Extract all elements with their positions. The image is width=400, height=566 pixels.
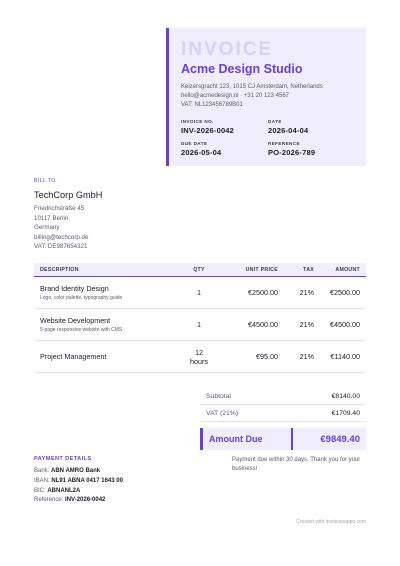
payment-bic [34, 487, 123, 497]
payment-lines [34, 467, 123, 506]
item-title: Website Development [40, 316, 111, 325]
meta-invoice-no [181, 119, 268, 135]
payment-iban [34, 477, 123, 487]
amount-due-row [200, 428, 366, 450]
header-unit-price: UNIT PRICE [245, 266, 278, 273]
payment-bank [34, 467, 123, 477]
header-qty: QTY [193, 266, 205, 273]
row-amount: €4500.00 [330, 320, 360, 329]
bank-value: ABN AMRO Bank [51, 468, 101, 474]
invoice-title: INVOICE [181, 39, 274, 60]
header-description: DESCRIPTION [40, 266, 79, 273]
amount-due-label: Amount Due [209, 434, 263, 444]
client-email: billing@techcorp.de [34, 233, 89, 241]
row-unit-price: €95.00 [256, 352, 278, 361]
bill-to-section [34, 178, 102, 252]
row-amount: €1140.00 [330, 352, 360, 361]
bic-label: BIC: [34, 487, 46, 494]
meta-due-date [181, 141, 268, 157]
row-unit-price: €2500.00 [248, 288, 278, 297]
table-row [34, 341, 366, 373]
qty-unit: hours [190, 356, 208, 366]
table-row [34, 277, 366, 309]
payment-details [34, 456, 123, 506]
meta-value: INV-2026-0042 [181, 126, 235, 135]
row-qty [184, 320, 214, 329]
client-vat: VAT: DE987654321 [34, 243, 88, 250]
subtotal-value: €8140.00 [331, 392, 360, 400]
row-unit-price: €4500.00 [248, 320, 278, 329]
item-title: Brand Identity Design [40, 284, 109, 293]
row-description [34, 284, 184, 301]
iban-label: IBAN: [34, 477, 50, 484]
company-contact: hello@acmedesign.nl · +31 20 123 4567 [181, 93, 289, 99]
header-amount: AMOUNT [335, 266, 360, 273]
meta-value: 2026-04-04 [268, 126, 309, 135]
client-name: TechCorp GmbH [34, 190, 103, 200]
vat-label: VAT (21%) [206, 409, 239, 417]
table-row [34, 309, 366, 341]
client-city: 10117 Berlin [34, 214, 69, 222]
row-tax: 21% [299, 352, 314, 361]
reference-label: Reference: [34, 497, 64, 504]
subtotal-row [200, 388, 366, 405]
line-items-table [34, 263, 366, 373]
bank-label: Bank: [34, 468, 50, 474]
qty-value: 1 [197, 288, 201, 297]
bill-to-label: BILL TO [34, 178, 56, 184]
bic-value: ABNANL2A [47, 487, 81, 494]
qty-value: 12 [195, 347, 203, 357]
row-tax: 21% [299, 288, 314, 297]
company-name: Acme Design Studio [181, 62, 303, 76]
company-address: Keizersgracht 123, 1015 CJ Amsterdam, Netherlands [181, 84, 323, 90]
totals-section [200, 388, 366, 450]
invoice-meta [181, 119, 354, 157]
qty-value: 1 [197, 320, 201, 329]
row-amount: €2500.00 [330, 288, 360, 297]
vat-row [200, 405, 366, 422]
amount-due-value: €9849.40 [320, 433, 360, 445]
item-subtitle: Logo, color palette, typography guide [40, 295, 123, 301]
amount-due-divider [291, 428, 293, 450]
header-tax: TAX [303, 266, 314, 273]
meta-value: 2026-05-04 [181, 148, 222, 157]
qty-wrap [184, 348, 214, 366]
row-description [34, 352, 184, 361]
table-header [34, 263, 366, 277]
footer-credit: Created with invoicepappo.com [296, 519, 366, 525]
client-country: Germany [34, 224, 60, 231]
meta-label: INVOICE NO. [181, 119, 214, 124]
row-qty [184, 348, 214, 366]
meta-reference [268, 141, 355, 157]
row-description [34, 316, 184, 333]
item-title: Project Management [40, 352, 107, 361]
reference-value: INV-2026-0042 [65, 497, 106, 504]
company-details [181, 83, 354, 110]
meta-label: DUE DATE [181, 141, 208, 146]
meta-value: PO-2026-789 [268, 148, 316, 157]
vat-value: €1709.40 [331, 409, 360, 417]
client-street: Friedrichstraße 45 [34, 205, 85, 212]
meta-date [268, 119, 355, 135]
meta-label: REFERENCE [268, 141, 300, 146]
row-tax: 21% [299, 320, 314, 329]
invoice-header [166, 28, 366, 166]
qty-wrap [184, 320, 214, 329]
iban-value: NL91 ABNA 0417 1643 00 [51, 477, 123, 484]
item-subtitle: 5-page responsive website with CMS [40, 327, 123, 333]
payment-note: Payment due within 30 days. Thank you for your business! [232, 457, 361, 472]
row-qty [184, 288, 214, 297]
qty-wrap [184, 288, 214, 297]
payment-reference [34, 496, 123, 506]
client-details [34, 204, 102, 252]
subtotal-label: Subtotal [206, 392, 231, 400]
meta-label: DATE [268, 119, 282, 124]
payment-title: PAYMENT DETAILS [34, 456, 92, 462]
company-vat: VAT: NL123456789B01 [181, 102, 243, 108]
